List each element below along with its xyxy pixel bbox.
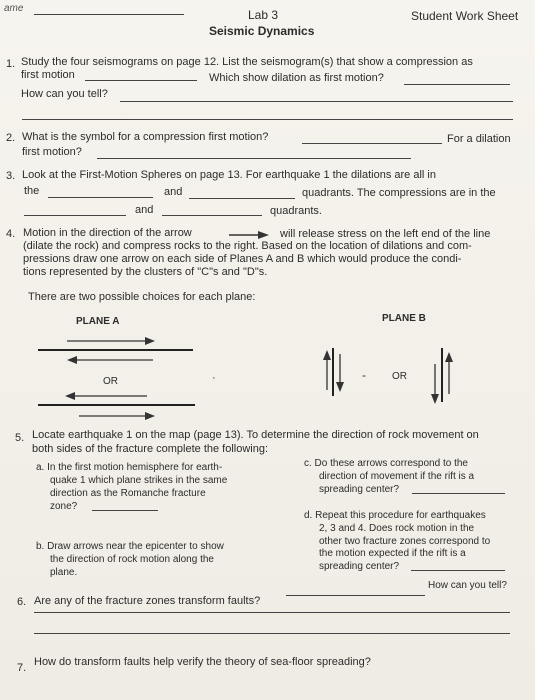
q5b-line2: the direction of rock motion along the <box>50 554 214 565</box>
q1-line2b: Which show dilation as first motion? <box>209 72 384 84</box>
plane-a-upper-arrow-right <box>67 337 155 345</box>
q6-transform-answer[interactable] <box>286 595 425 596</box>
q3-line3a: and <box>135 204 154 216</box>
q3-dilation-quadrant-2[interactable] <box>189 198 295 199</box>
q3-compression-quadrant-2[interactable] <box>162 215 262 216</box>
q2-line2: first motion? <box>22 146 82 158</box>
q4-line5: There are two possible choices for each plane: <box>28 291 256 303</box>
q6-line1a: Are any of the fracture zones transform faults? <box>34 595 261 607</box>
q6-how-answer-1[interactable] <box>34 612 510 613</box>
q4-line4: tions represented by the clusters of "C"s and "D"s. <box>23 266 268 278</box>
lab-number: Lab 3 <box>248 8 279 22</box>
page-title: Seismic Dynamics <box>209 24 315 38</box>
svg-text:-: - <box>362 368 366 382</box>
q3-line3b: quadrants. <box>270 205 322 217</box>
plane-a-upper-arrow-left <box>65 392 147 400</box>
q3-dilation-quadrant-1[interactable] <box>48 197 153 198</box>
q5c-line2: direction of movement if the rift is a <box>319 471 475 482</box>
q5-line2: both sides of the fracture complete the following: <box>32 443 269 455</box>
q3-number: 3. <box>6 170 16 182</box>
q5d-answer[interactable] <box>411 570 505 571</box>
q1-line2a: first motion <box>21 69 75 81</box>
plane-b-diagram <box>310 330 490 410</box>
q7-line1: How do transform faults help verify the theory of sea-floor spreading? <box>34 656 371 668</box>
q5c-line3: spreading center? <box>319 484 400 495</box>
q3-line2b: and <box>164 186 183 198</box>
q5b-line3: plane. <box>50 567 78 578</box>
q5d-line4: the motion expected if the rift is a <box>319 548 466 559</box>
q5c-line1: c. Do these arrows correspond to the <box>304 458 468 469</box>
q5a-line3: direction as the Romanche fracture <box>50 488 206 499</box>
plane-a-diagram <box>35 332 205 422</box>
plane-b-or: OR <box>392 371 407 382</box>
q5-number: 5. <box>15 432 25 444</box>
q5a-answer[interactable] <box>92 510 158 511</box>
plane-a-or: OR <box>103 376 118 387</box>
q1-dilation-answer[interactable] <box>404 84 510 85</box>
q3-compression-quadrant-1[interactable] <box>24 215 126 216</box>
q1-number: 1. <box>6 58 16 70</box>
q1-how-answer-1[interactable] <box>120 101 513 102</box>
q4-line1a: Motion in the direction of the arrow <box>23 227 192 239</box>
q5d-line1: d. Repeat this procedure for earthquakes <box>304 510 486 521</box>
q6-how-answer-2[interactable] <box>34 633 510 634</box>
q1-line1: Study the four seismograms on page 12. List the seismogram(s) that show a compression as <box>21 56 473 68</box>
q1-how-answer-2[interactable] <box>22 119 513 120</box>
q5d-line5: spreading center? <box>319 561 400 572</box>
plane-b-left-pair <box>323 348 344 396</box>
q2-line1b: For a dilation <box>447 133 511 145</box>
name-answer-line[interactable] <box>34 14 184 15</box>
plane-a-label: PLANE A <box>76 316 120 327</box>
sheet-type: Student Work Sheet <box>411 9 519 23</box>
plane-b-label: PLANE B <box>382 313 426 324</box>
q1-compression-answer[interactable] <box>85 80 197 81</box>
q3-line1: Look at the First-Motion Spheres on page 13. For earthquake 1 the dilations are all in <box>22 169 436 181</box>
q6-number: 6. <box>17 596 27 608</box>
q4-number: 4. <box>6 228 16 240</box>
q5b-line1: b. Draw arrows near the epicenter to show <box>36 541 224 552</box>
q5a-line4: zone? <box>50 501 78 512</box>
q5c-answer[interactable] <box>412 493 505 494</box>
dot-mark: · <box>212 372 216 384</box>
plane-a-lower-arrow-left <box>67 356 153 364</box>
q5d-line2: 2, 3 and 4. Does rock motion in the <box>319 523 475 534</box>
q2-dilation-answer[interactable] <box>97 158 411 159</box>
plane-a-lower-arrow-right <box>79 412 155 420</box>
q5-line1: Locate earthquake 1 on the map (page 13). To determine the direction of rock movement on <box>32 429 479 441</box>
q3-line2c: quadrants. The compressions are in the <box>302 187 496 199</box>
q5a-line2: quake 1 which plane strikes in the same <box>50 475 228 486</box>
q5a-line1: a. In the first motion hemisphere for earth- <box>36 462 223 473</box>
q6-line1b: How can you tell? <box>428 580 507 591</box>
q7-number: 7. <box>17 662 27 674</box>
q2-line1a: What is the symbol for a compression first motion? <box>22 131 269 143</box>
q5d-line3: other two fracture zones correspond to <box>319 536 491 547</box>
name-label: ame <box>4 3 24 14</box>
q4-line1b: will release stress on the left end of the line <box>280 228 491 240</box>
q4-line3: pressions draw one arrow on each side of Planes A and B which would produce the condi- <box>23 253 462 265</box>
plane-b-right-pair <box>431 348 453 404</box>
q3-line2a: the <box>24 185 40 197</box>
q2-number: 2. <box>6 132 16 144</box>
q2-compression-answer[interactable] <box>302 143 442 144</box>
q4-line2: (dilate the rock) and compress rocks to the right. Based on the location of dilations and com- <box>23 240 472 252</box>
right-arrow-icon <box>229 230 269 240</box>
q1-line3: How can you tell? <box>21 88 108 100</box>
